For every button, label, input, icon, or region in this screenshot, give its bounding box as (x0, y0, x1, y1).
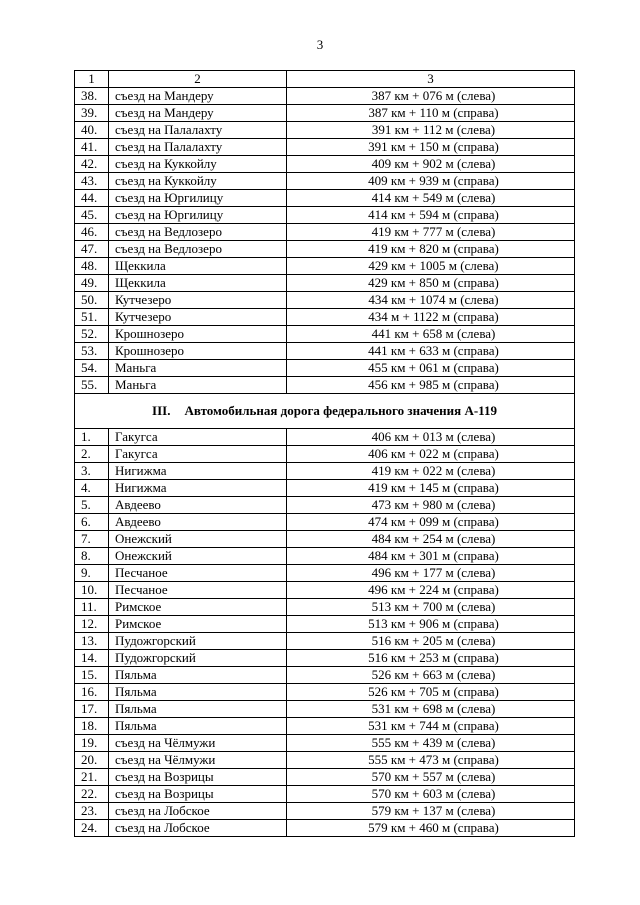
road-location: 414 км + 549 м (слева) (287, 190, 575, 207)
table-row (75, 326, 575, 343)
stop-name: съезд на Мандеру (109, 88, 287, 105)
row-number: 46. (75, 224, 109, 241)
road-location: 531 км + 698 м (слева) (287, 701, 575, 718)
section-heading (75, 394, 575, 429)
stop-name: съезд на Куккойлу (109, 156, 287, 173)
stop-name: Крошнозеро (109, 326, 287, 343)
row-number: 39. (75, 105, 109, 122)
row-number: 50. (75, 292, 109, 309)
stop-name: съезд на Лобское (109, 820, 287, 837)
stop-name: съезд на Чёлмужи (109, 735, 287, 752)
row-number: 16. (75, 684, 109, 701)
table-row (75, 684, 575, 701)
road-location: 419 км + 145 м (справа) (287, 480, 575, 497)
stop-name: Щеккила (109, 258, 287, 275)
row-number: 51. (75, 309, 109, 326)
stop-name: Кутчезеро (109, 309, 287, 326)
row-number: 1. (75, 429, 109, 446)
row-number: 48. (75, 258, 109, 275)
row-number: 38. (75, 88, 109, 105)
table-header-row (75, 71, 575, 88)
road-location: 516 км + 253 м (справа) (287, 650, 575, 667)
table-row (75, 752, 575, 769)
road-location: 484 км + 254 м (слева) (287, 531, 575, 548)
row-number: 2. (75, 446, 109, 463)
row-number: 17. (75, 701, 109, 718)
row-number: 44. (75, 190, 109, 207)
stop-name: Пудожгорский (109, 633, 287, 650)
road-location: 531 км + 744 м (справа) (287, 718, 575, 735)
row-number: 14. (75, 650, 109, 667)
section-number: III. (152, 403, 171, 418)
row-number: 6. (75, 514, 109, 531)
road-location: 406 км + 022 м (справа) (287, 446, 575, 463)
stop-name: Авдеево (109, 497, 287, 514)
stop-name: съезд на Ведлозеро (109, 241, 287, 258)
road-location: 496 км + 224 м (справа) (287, 582, 575, 599)
table-row (75, 701, 575, 718)
stop-name: Римское (109, 616, 287, 633)
stop-name: Гакугса (109, 446, 287, 463)
stop-name: съезд на Палалахту (109, 122, 287, 139)
table-row (75, 105, 575, 122)
table-row (75, 139, 575, 156)
road-location: 570 км + 557 м (слева) (287, 769, 575, 786)
stop-name: съезд на Ведлозеро (109, 224, 287, 241)
header-col-1: 1 (75, 71, 109, 88)
table-row (75, 497, 575, 514)
row-number: 40. (75, 122, 109, 139)
stop-name: Нигижма (109, 463, 287, 480)
table-row (75, 718, 575, 735)
stop-name: Маньга (109, 360, 287, 377)
stop-name: Пяльма (109, 718, 287, 735)
road-location: 555 км + 473 м (справа) (287, 752, 575, 769)
row-number: 49. (75, 275, 109, 292)
row-number: 42. (75, 156, 109, 173)
stop-name: съезд на Чёлмужи (109, 752, 287, 769)
stop-name: съезд на Мандеру (109, 105, 287, 122)
road-location: 434 м + 1122 м (справа) (287, 309, 575, 326)
table-row (75, 224, 575, 241)
table-row (75, 667, 575, 684)
row-number: 18. (75, 718, 109, 735)
road-location: 555 км + 439 м (слева) (287, 735, 575, 752)
header-col-3: 3 (287, 71, 575, 88)
stop-name: Нигижма (109, 480, 287, 497)
stop-name: Пяльма (109, 667, 287, 684)
road-location: 409 км + 902 м (слева) (287, 156, 575, 173)
stop-name: Пяльма (109, 701, 287, 718)
table-row (75, 446, 575, 463)
stop-name: Пудожгорский (109, 650, 287, 667)
row-number: 4. (75, 480, 109, 497)
stop-name: Кутчезеро (109, 292, 287, 309)
road-location: 419 км + 777 м (слева) (287, 224, 575, 241)
table-row (75, 463, 575, 480)
row-number: 21. (75, 769, 109, 786)
stop-name: Маньга (109, 377, 287, 394)
road-location: 455 км + 061 м (справа) (287, 360, 575, 377)
table-row (75, 190, 575, 207)
table-row (75, 531, 575, 548)
road-location: 570 км + 603 м (слева) (287, 786, 575, 803)
road-location: 429 км + 1005 м (слева) (287, 258, 575, 275)
table-row (75, 275, 575, 292)
road-location: 409 км + 939 м (справа) (287, 173, 575, 190)
table-row (75, 207, 575, 224)
table-row (75, 429, 575, 446)
stop-name: Онежский (109, 531, 287, 548)
table-row (75, 309, 575, 326)
stop-name: Щеккила (109, 275, 287, 292)
row-number: 12. (75, 616, 109, 633)
row-number: 11. (75, 599, 109, 616)
row-number: 8. (75, 548, 109, 565)
row-number: 5. (75, 497, 109, 514)
table-row (75, 122, 575, 139)
table-row (75, 769, 575, 786)
table-row (75, 650, 575, 667)
row-number: 3. (75, 463, 109, 480)
row-number: 47. (75, 241, 109, 258)
row-number: 54. (75, 360, 109, 377)
road-location: 419 км + 022 м (слева) (287, 463, 575, 480)
row-number: 13. (75, 633, 109, 650)
stop-name: съезд на Юргилицу (109, 190, 287, 207)
table-row (75, 156, 575, 173)
road-location: 474 км + 099 м (справа) (287, 514, 575, 531)
stops-table (74, 70, 575, 837)
table-row (75, 292, 575, 309)
road-location: 579 км + 460 м (справа) (287, 820, 575, 837)
road-location: 526 км + 663 м (слева) (287, 667, 575, 684)
row-number: 7. (75, 531, 109, 548)
stop-name: съезд на Лобское (109, 803, 287, 820)
road-location: 513 км + 700 м (слева) (287, 599, 575, 616)
table-row (75, 565, 575, 582)
row-number: 41. (75, 139, 109, 156)
row-number: 9. (75, 565, 109, 582)
table-row (75, 241, 575, 258)
row-number: 52. (75, 326, 109, 343)
road-location: 496 км + 177 м (слева) (287, 565, 575, 582)
table-row (75, 480, 575, 497)
section-heading-row (75, 394, 575, 429)
table-row (75, 803, 575, 820)
table-row (75, 548, 575, 565)
road-location: 526 км + 705 м (справа) (287, 684, 575, 701)
stop-name: Песчаное (109, 582, 287, 599)
stop-name: съезд на Палалахту (109, 139, 287, 156)
road-location: 387 км + 110 м (справа) (287, 105, 575, 122)
row-number: 10. (75, 582, 109, 599)
stop-name: Онежский (109, 548, 287, 565)
table-row (75, 582, 575, 599)
table-row (75, 514, 575, 531)
table-row (75, 820, 575, 837)
table-row (75, 735, 575, 752)
road-location: 434 км + 1074 м (слева) (287, 292, 575, 309)
road-location: 456 км + 985 м (справа) (287, 377, 575, 394)
stop-name: Авдеево (109, 514, 287, 531)
road-location: 473 км + 980 м (слева) (287, 497, 575, 514)
road-location: 513 км + 906 м (справа) (287, 616, 575, 633)
row-number: 22. (75, 786, 109, 803)
road-location: 387 км + 076 м (слева) (287, 88, 575, 105)
row-number: 55. (75, 377, 109, 394)
road-location: 391 км + 150 м (справа) (287, 139, 575, 156)
table-row (75, 258, 575, 275)
table-row (75, 616, 575, 633)
table-row (75, 377, 575, 394)
stops-table-body (75, 71, 575, 837)
stop-name: Пяльма (109, 684, 287, 701)
section-title: Автомобильная дорога федерального значения А-119 (184, 403, 497, 418)
stop-name: съезд на Юргилицу (109, 207, 287, 224)
road-location: 414 км + 594 м (справа) (287, 207, 575, 224)
table-row (75, 633, 575, 650)
road-location: 441 км + 633 м (справа) (287, 343, 575, 360)
road-location: 419 км + 820 м (справа) (287, 241, 575, 258)
row-number: 24. (75, 820, 109, 837)
road-location: 484 км + 301 м (справа) (287, 548, 575, 565)
row-number: 15. (75, 667, 109, 684)
road-location: 579 км + 137 м (слева) (287, 803, 575, 820)
header-col-2: 2 (109, 71, 287, 88)
page-number: 3 (316, 37, 324, 52)
row-number: 19. (75, 735, 109, 752)
stop-name: Гакугса (109, 429, 287, 446)
stop-name: Песчаное (109, 565, 287, 582)
stop-name: съезд на Возрицы (109, 769, 287, 786)
row-number: 45. (75, 207, 109, 224)
table-row (75, 343, 575, 360)
table-row (75, 173, 575, 190)
stop-name: съезд на Куккойлу (109, 173, 287, 190)
row-number: 20. (75, 752, 109, 769)
road-location: 429 км + 850 м (справа) (287, 275, 575, 292)
road-location: 391 км + 112 м (слева) (287, 122, 575, 139)
road-location: 441 км + 658 м (слева) (287, 326, 575, 343)
stop-name: Римское (109, 599, 287, 616)
table-row (75, 599, 575, 616)
table-row (75, 360, 575, 377)
stop-name: съезд на Возрицы (109, 786, 287, 803)
stop-name: Крошнозеро (109, 343, 287, 360)
row-number: 43. (75, 173, 109, 190)
road-location: 516 км + 205 м (слева) (287, 633, 575, 650)
row-number: 53. (75, 343, 109, 360)
table-row (75, 88, 575, 105)
road-location: 406 км + 013 м (слева) (287, 429, 575, 446)
table-row (75, 786, 575, 803)
row-number: 23. (75, 803, 109, 820)
